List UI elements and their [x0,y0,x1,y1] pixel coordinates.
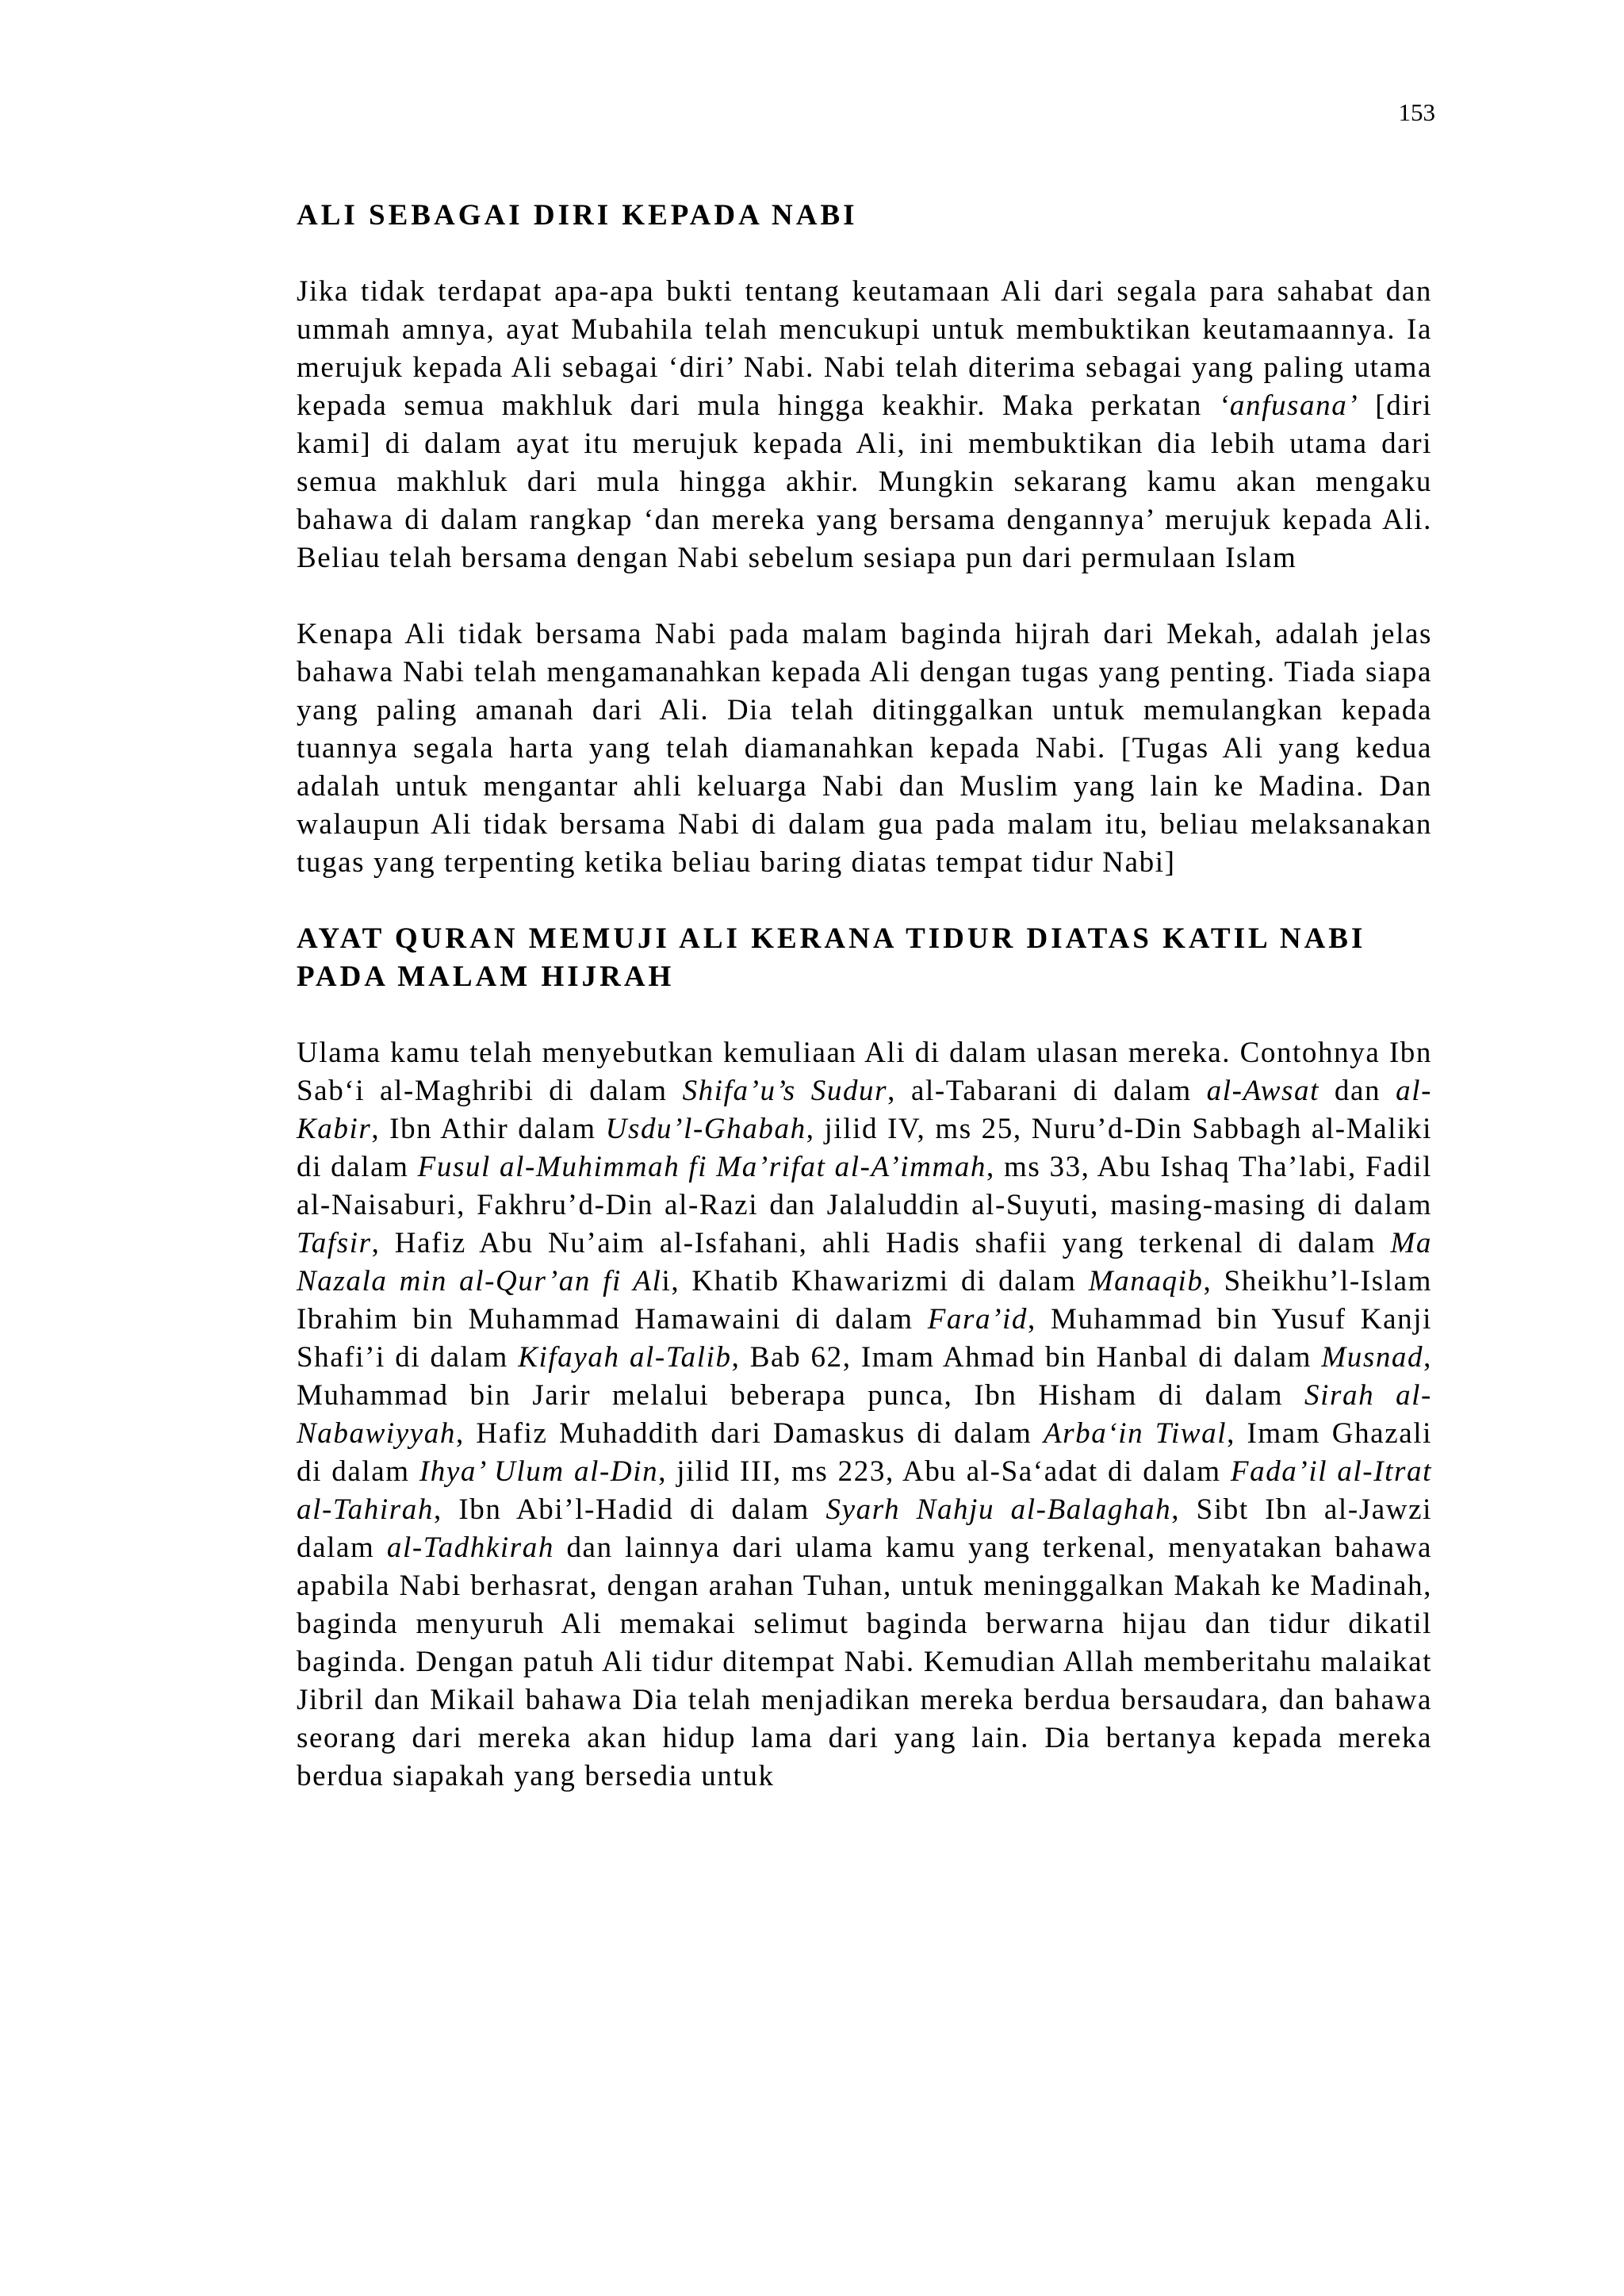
book-title: Fusul al-Muhimmah fi Ma’rifat al-A’immah [417,1151,986,1183]
text-span: , jilid IV, ms 25, Nuru’d-Din Sabbagh al-Maliki di dalam [297,1113,1432,1183]
book-title: Fada’il al-Itrat al-Tahirah [297,1455,1433,1526]
book-title: Musnad [1321,1341,1424,1374]
text-span: [diri kami] di dalam ayat itu merujuk kepada Ali, ini membuktikan dia lebih utama dari semua makhluk dari mula hingga akhir. Mungkin sekarang kamu akan mengaku bahawa di dalam rangkap ‘dan mereka yang bersama dengannya’ merujuk kepada Ali. Beliau telah bersama dengan Nabi sebelum sesiapa pun dari permulaan Islam [297,389,1432,574]
text-span: , Muhammad bin Yusuf Kanji Shafi’i di dalam [297,1303,1432,1374]
text-span: , jilid III, ms 223, Abu al-Sa‘adat di dalam [658,1455,1231,1488]
text-span: Jika tidak terdapat apa-apa bukti tentang keutamaan Ali dari segala para sahabat dan ummah amnya, ayat Mubahila telah mencukupi untuk membuktikan keutamaannya. Ia merujuk kepada Ali sebagai ‘diri’ Nabi. Nabi telah diterima sebagai yang paling utama kepada semua makhluk dari mula hingga keakhir. Maka perkatan [297,275,1432,422]
book-title: Tafsir [297,1227,372,1259]
book-title: Usdu’l-Ghabah [605,1113,806,1145]
text-span: , al-Tabarani di dalam [887,1075,1207,1107]
text-span: , Hafiz Abu Nu’aim al-Isfahani, ahli Hadis shafii yang terkenal di dalam [371,1227,1391,1259]
text-span: , Ibn Abi’l-Hadid di dalam [433,1493,826,1526]
text-span: , Sibt Ibn al-Jawzi dalam [297,1493,1432,1564]
text-span: i, Khatib Khawarizmi di dalam [661,1265,1089,1297]
text-span: dan lainnya dari ulama kamu yang terkenal, menyatakan bahawa apabila Nabi berhasrat, dengan arahan Tuhan, untuk meninggalkan Makah ke Madinah, baginda menyuruh Ali memakai selimut baginda berwarna hijau dan tidur dikatil baginda. Dengan patuh Ali tidur ditempat Nabi. Kemudian Allah memberitahu malaikat Jibril dan Mikail bahawa Dia telah menjadikan mereka berdua bersaudara, dan bahawa seorang dari mereka akan hidup lama dari yang lain. Dia bertanya kepada mereka berdua siapakah yang bersedia untuk [297,1531,1432,1792]
book-title: Shifa’u’s Sudur [682,1075,888,1107]
text-span: , Sheikhu’l-Islam Ibrahim bin Muhammad Hamawaini di dalam [297,1265,1432,1336]
text-span: , Bab 62, Imam Ahmad bin Hanbal di dalam [731,1341,1322,1374]
paragraph-hijrah-night: Kenapa Ali tidak bersama Nabi pada malam baginda hijrah dari Mekah, adalah jelas bahawa Nabi telah mengamanahkan kepada Ali dengan tugas yang penting. Tiada siapa yang paling amanah dari Ali. Dia telah ditinggalkan untuk memulangkan kepada tuannya segala harta yang telah diamanahkan kepada Nabi. [Tugas Ali yang kedua adalah untuk mengantar ahli keluarga Nabi dan Muslim yang lain ke Madina. Dan walaupun Ali tidak bersama Nabi di dalam gua pada malam itu, beliau melaksanakan tugas yang terpenting ketika beliau baring diatas tempat tidur Nabi] [297,618,1432,879]
paragraph-ulama-citations [297,1034,1432,1796]
book-title: al-Tadhkirah [386,1531,554,1564]
book-title: Manaqib [1088,1265,1204,1297]
text-span: , Muhammad bin Jarir melalui beberapa punca, Ibn Hisham di dalam [297,1341,1432,1412]
page-content [297,197,1432,1796]
text-span: , ms 33, Abu Ishaq Tha’labi, Fadil al-Naisaburi, Fakhru’d-Din al-Razi dan Jalaluddin al-Suyuti, masing-masing di dalam [297,1151,1433,1221]
book-title: Fara’id [927,1303,1028,1336]
italic-term: ‘anfusana’ [1218,389,1359,422]
section-heading-ayat-quran: AYAT QURAN MEMUJI ALI KERANA TIDUR DIATAS KATIL NABI PADA MALAM HIJRAH [297,922,1366,993]
book-title: Ihya’ Ulum al-Din [419,1455,659,1488]
book-title: Syarh Nahju al-Balaghah [825,1493,1172,1526]
text-span: Ulama kamu telah menyebutkan kemuliaan Ali di dalam ulasan mereka. Contohnya Ibn Sab‘i al-Maghribi di dalam [297,1037,1432,1107]
section-heading-ali-sebagai-diri: ALI SEBAGAI DIRI KEPADA NABI [297,199,858,232]
text-span: , Hafiz Muhaddith dari Damaskus di dalam [455,1417,1044,1450]
book-title: Sirah al-Nabawiyyah [297,1379,1432,1450]
paragraph-mubahila [297,273,1432,577]
book-title: al-Kabir [297,1075,1432,1145]
book-title: Ma Nazala min al-Qur’an fi Al [297,1227,1432,1297]
book-title: Kifayah al-Talib [518,1341,732,1374]
text-span: , Imam Ghazali di dalam [297,1417,1432,1488]
book-title: al-Awsat [1206,1075,1320,1107]
text-span: , Ibn Athir dalam [371,1113,606,1145]
text-span: dan [1319,1075,1396,1107]
book-title: Arba‘in Tiwal [1043,1417,1228,1450]
page-number: 153 [1398,98,1435,126]
